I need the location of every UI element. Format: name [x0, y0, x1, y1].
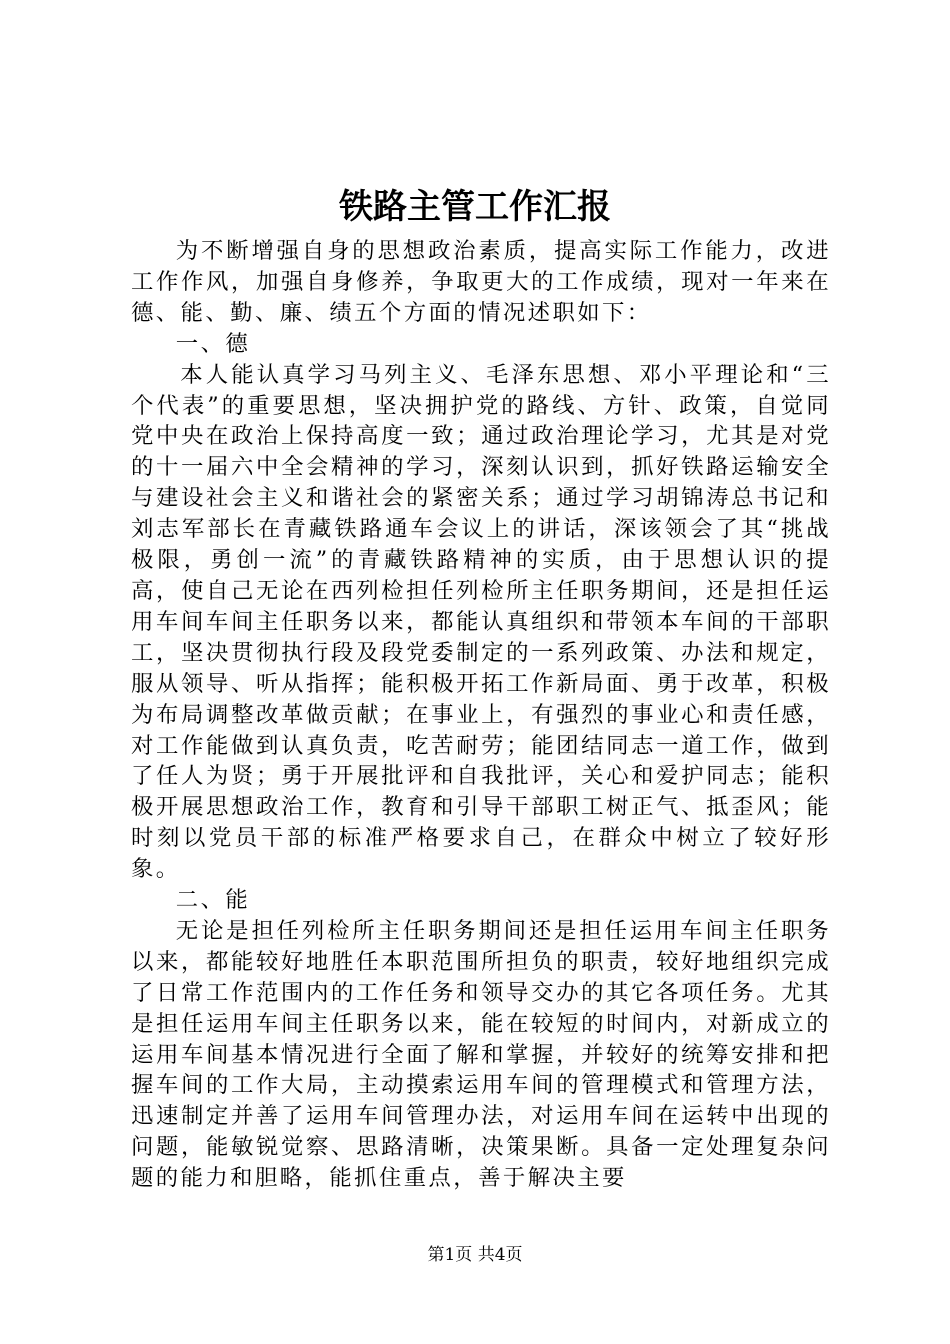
intro-paragraph: 为不断增强自身的思想政治素质，提高实际工作能力，改进工作作风，加强自身修养，争取更大的工作成绩，现对一年来在德、能、勤、廉、绩五个方面的情况述职如下：: [131, 238, 831, 326]
document-title: 铁路主管工作汇报: [339, 187, 611, 227]
section-neng-paragraph: 无论是担任列检所主任职务期间还是担任运用车间主任职务以来，都能较好地胜任本职范围所担负的职责，较好地组织完成了日常工作范围内的工作任务和领导交办的其它各项任务。尤其是担任运用车间主任职务以来，能在较短的时间内，对新成立的运用车间基本情况进行全面了解和掌握，并较好的统筹安排和把握车间的工作大局，主动摸索运用车间的管理模式和管理方法，迅速制定并善了运用车间管理办法，对运用车间在运转中出现的问题，能敏锐觉察、思路清晰，决策果断。具备一定处理复杂问题的能力和胆略，能抓住重点，善于解决主要: [131, 917, 831, 1192]
document-body: [131, 236, 831, 1194]
section-de-paragraph: 本人能认真学习马列主义、毛泽东思想、邓小平理论和“三个代表”的重要思想，坚决拥护党的路线、方针、政策，自觉同党中央在政治上保持高度一致；通过政治理论学习，尤其是对党的十一届六中全会精神的学习，深刻认识到，抓好铁路运输安全与建设社会主义和谐社会的紧密关系；通过学习胡锦涛总书记和刘志军部长在青藏铁路通车会议上的讲话，深该领会了其“挑战极限，勇创一流”的青藏铁路精神的实质，由于思想认识的提高，使自己无论在西列检担任列检所主任职务期间，还是担任运用车间车间主任职务以来，都能认真组织和带领本车间的干部职工，坚决贯彻执行段及段党委制定的一系列政策、办法和规定，服从领导、听从指挥；能积极开拓工作新局面、勇于改革，积极为布局调整改革做贡献；在事业上，有强烈的事业心和责任感，对工作能做到认真负责，吃苦耐劳；能团结同志一道工作，做到了任人为贤；勇于开展批评和自我批评，关心和爱护同志；能积极开展思想政治工作，教育和引导干部职工树正气、抵歪风；能时刻以党员干部的标准严格要求自己，在群众中树立了较好形象。: [131, 361, 831, 883]
section-heading-de: 一、德: [175, 330, 251, 357]
section-heading-neng: 二、能: [175, 887, 251, 914]
page-footer: 第1页 共4页: [427, 1245, 523, 1265]
